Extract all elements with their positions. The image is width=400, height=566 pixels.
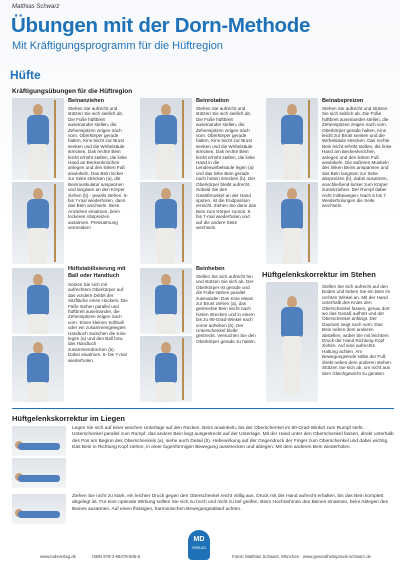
exercise-title-hueftstabilisierung: Hüftstabilisierung mit Ball oder Handtuch <box>68 266 126 279</box>
exercise-text-beinrotation: Stehen Sie aufrecht und stützen Sie sich seitlich ab. Die Füße hüftbreit auseinander stellen, die Zehenspitzen zeigen nach vorn. Oberkörper gerade halten, Kinn leicht zur Brust senken und die Wirbelsäule strecken. Das rechte Bein leicht erhöht stellen, die linke Hand in die Lendenwirbelsäule legen (a) und das linke Bein gerade nach hinten strecken (b). Der Oberkörper bleibt aufrecht. Sobald Sie den Gesäßmuskel an der Hand spüren, ist die Endposition erreicht. Ziehen Sie dann das Bein zum Körper zurück. 5- bis 7-mal wiederholen und auf die andere Seite wechseln. <box>196 106 257 230</box>
photo-beinanziehen-a <box>12 98 64 180</box>
liegen-instructions-2: Ziehen Sie nicht zu stark, ein leichter Druck gegen den Oberschenkel reicht völlig aus. Druck mit der Hand aufrecht erhalten, bis das Bein komplett abgelegt ist. Für eine optimale Wirkung sollten Sie sich zu hoch und nicht zu tief greifen. Beim Hochnehmen des Beines einatmen, beim Ablegen des Beines ausatmen. Auf einen flüssigen, harmonischen Bewegungsablauf achten. <box>72 494 388 512</box>
photo-beinrotation-b <box>140 182 192 264</box>
photo-beinheben-b <box>140 336 192 402</box>
exercise-text-beinanziehen: Stehen Sie aufrecht und stützen Sie sich seitlich ab. Die Füße hüftbreit auseinander stellen, die Zehenspitzen zeigen nach vorn. Oberkörper gerade halten, Kinn leicht zur Brust senken und die Wirbelsäule strecken. Das rechte Bein leicht erhöht stellen, die linke Hand an Beckenknochen anlegen und den linken Fuß anwinkeln. Das Bein locker zur Seite strecken (a), die Beinmuskulatur anspannen und langsam an den Körper ziehen (b) - jeweils stehen. 5- bis 7-mal wiederholen, dann das Bein wechseln. Beim Anziehen einatmen, beim lockeren Abspreizen ausatmen. Pressatmung vermeiden! <box>68 106 129 230</box>
person-legs <box>283 336 301 394</box>
footer-credits: Fotos: Matthias Schwarz, München · www.gesundheitspraxis-schwarz.de <box>232 554 371 559</box>
footer-isbn: ISBN 978-3-96478-835-5 <box>92 554 141 559</box>
photo-hueftstabilisierung-b <box>12 336 64 402</box>
person-body <box>18 443 60 450</box>
person-torso <box>27 115 49 145</box>
exercise-title-beinabspreizen: Beinabspreizen <box>322 98 364 104</box>
section-divider <box>12 408 394 409</box>
person-legs <box>29 314 47 334</box>
photo-beinrotation-a <box>140 98 192 180</box>
photo-beinabspreizen-b <box>266 182 318 264</box>
person-body <box>18 511 60 518</box>
person-legs <box>283 144 301 180</box>
person-legs <box>29 228 47 264</box>
exercise-text-beinabspreizen: Stehen Sie aufrecht und stützen Sie sich seitlich ab. Die Füße hüftbreit auseinander stellen, die Zehenspitzen zeigen nach vorn. Oberkörper gerade halten, Kinn leicht zur Brust senken und die Wirbelsäule strecken. Das rechte Bein leicht erhöht stellen, die linke Hand am Beckenknochen anlegen und den linken Fuß anwinkeln. Die äußeren Muskeln des linken Beins anspannen und das Bein langsam zur Seite abspreizen (b), dabei ausatmen, anschließend locker zum Körper zurückziehen. Der Rumpf dabei nicht mitbewegen. Nach 5 bis 7 Wiederholungen die Seite wechseln. <box>322 106 392 209</box>
section-header <box>10 66 392 80</box>
photo-beinabspreizen-a <box>266 98 318 180</box>
support-stick <box>308 100 310 178</box>
support-stick <box>182 338 184 400</box>
person-legs <box>157 144 175 180</box>
page-subtitle: Mit Kräftigungsprogramm für die Hüftregion <box>12 40 223 52</box>
person-torso <box>281 115 303 145</box>
support-stick <box>182 184 184 262</box>
person-torso <box>27 285 49 315</box>
liegen-instructions-1: Legen Sie sich auf einer weichen Unterlage auf den Rücken. Beim anwinkeln, bis der Oberschenkel im 90-Grad-Winkel zum Rumpf steht. Unterschenkel parallel zum Rumpf, das andere Bein liegt ausgestreckt auf der Unterlage. Mit der Hand unter den Oberschenkel fassen, direkt unterhalb des Pos am Beginn des Oberschenkels (a), siehe auch Detail (b). Hebewirkung auf der Gegendruck der Finger zum Oberschenkel und dabei wichtig. Das Bein in Richtung Kopf ziehen, in einer fugenförmigen Bewegung ausstrecken und ablegen. Mit dem anderen Bein wiederholen. <box>72 426 394 450</box>
person-legs <box>157 228 175 264</box>
section-title-hueftgelenk-liegen: Hüftgelenkskorrektur im Liegen <box>12 414 125 423</box>
person-torso <box>155 199 177 229</box>
person-legs <box>157 314 175 334</box>
person-torso <box>281 307 303 337</box>
section-label: Hüfte <box>10 68 41 82</box>
strength-heading: Kräftigungsübungen für die Hüftregion <box>12 88 133 95</box>
support-stick <box>54 184 56 262</box>
support-stick <box>182 100 184 178</box>
exercise-text-beinheben: Stellen Sie sich aufrecht hin und stützen Sie sich ab. Der Oberkörper ist gerade und die Füße stehen parallel zueinander. Das Knie etwas zur Brust ziehen (a), das gestreckte Bein leicht nach hinten strecken und in einem bis zu 90-Grad-Winkel nach vorne anheben (b). Der Unterschenkel bleibt gestreckt. Versuchen Sie den Oberkörper gerade zu halten. <box>196 274 257 344</box>
person-body <box>18 475 60 482</box>
photo-hueftgelenk-stehen <box>266 282 318 402</box>
photo-liegen-b <box>12 458 66 488</box>
exercise-title-beinheben: Beinheben <box>196 266 225 272</box>
person-torso <box>27 199 49 229</box>
support-stick <box>182 270 184 332</box>
photo-hueftstabilisierung-a <box>12 268 64 334</box>
support-stick <box>308 184 310 262</box>
photo-liegen-c <box>12 494 66 524</box>
author-name: Matthias Schwarz <box>12 4 60 10</box>
person-torso <box>27 353 49 383</box>
exercise-title-beinanziehen: Beinanziehen <box>68 98 105 104</box>
person-torso <box>155 285 177 315</box>
exercise-title-beinrotation: Beinrotation <box>196 98 229 104</box>
person-torso <box>155 353 177 383</box>
page-title: Übungen mit der Dorn-Methode <box>11 14 311 37</box>
support-stick <box>54 100 56 178</box>
person-torso <box>281 199 303 229</box>
exercise-text-hueftstabilisierung: Setzen Sie sich mit aufrechtem Oberkörper auf das vordere Drittel der Sitzfläche eines Hockers. Die Füße stehen parallel und hüftbreit auseinander, die Zehenspitzen zeigen nach vorn. Einen kleinen Softball oder ein zusammengelegtes Handtuch zwischen die Knie legen (a) und den Ball bzw. das Handtuch zusammendrücken (b). Dabei einatmen. 5- bis 7-mal wiederholen. <box>68 282 128 363</box>
person-legs <box>29 382 47 402</box>
photo-beinanziehen-b <box>12 182 64 264</box>
footer <box>0 548 400 566</box>
photo-beinheben-a <box>140 268 192 334</box>
exercise-text-hueftgelenk-stehen: Stellen Sie sich aufrecht auf den Boden und heben Sie ein Bein im rechten Winkel an. Mit der Hand unterhalb des Knies den Oberschenkel fassen, genau dort wo das Gesäß aufhört und der Oberschenkel anfängt. Der Daumen zeigt nach vorn. Das Bein neben dem anderen abstellen, wobei Sie mit leichtem Druck der Hand Richtung Kopf ziehen. Auf eine aufrechte Haltung achten. Am Bewegungsende sollte der Fuß direkt neben dem anderen stehen. Stützen Sie sich ab, um nicht aus dem Gleichgewicht zu geraten. <box>322 284 392 376</box>
footer-website[interactable]: www.mdsverlag.de <box>40 554 77 559</box>
photo-liegen-a <box>12 426 66 456</box>
logo-subtext: VERLAG <box>191 546 207 550</box>
logo-text: MD <box>193 536 205 543</box>
section-title-hueftgelenk-stehen: Hüftgelenkskorrektur im Stehen <box>262 270 376 279</box>
person-legs <box>29 144 47 180</box>
person-torso <box>155 115 177 145</box>
person-legs <box>157 382 175 402</box>
person-legs <box>283 228 301 264</box>
